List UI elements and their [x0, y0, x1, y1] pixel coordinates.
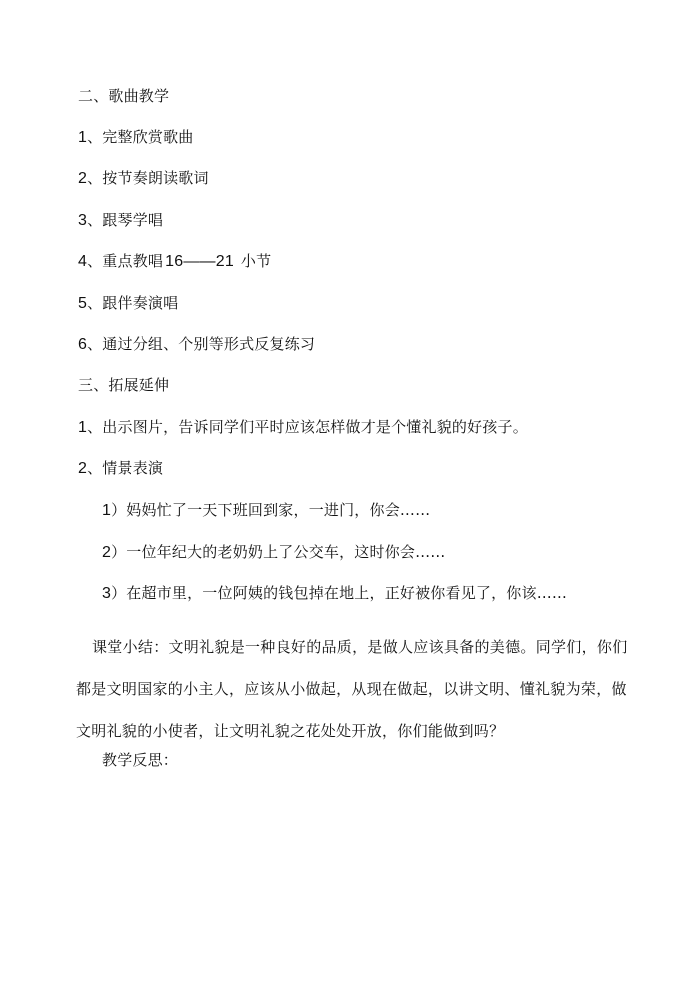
scenario-text: ）在超市里，一位阿姨的钱包掉在地上，正好被你看见了，你该……: [111, 584, 568, 602]
scenario-number: 3: [102, 585, 112, 602]
section-heading-text: 三、拓展延伸: [78, 376, 170, 394]
item-text: 、重点教唱: [87, 252, 164, 270]
scenario-text: ）妈妈忙了一天下班回到家，一进门，你会……: [111, 501, 431, 519]
item-suffix: 小节: [235, 252, 272, 270]
item-number: 3: [78, 212, 88, 229]
list-item: [78, 457, 163, 480]
scenario-item: [102, 499, 430, 522]
teaching-reflection: [102, 749, 178, 771]
item-text: 、完整欣赏歌曲: [87, 128, 194, 146]
list-item: [78, 250, 271, 273]
item-number: 1: [78, 129, 88, 146]
scenario-item: [102, 582, 567, 605]
item-number: 6: [78, 336, 88, 353]
item-text: 、跟伴奏演唱: [87, 294, 179, 312]
item-number: 1: [78, 419, 88, 436]
list-item: [78, 126, 194, 149]
section-heading-text: 二、歌曲教学: [78, 87, 170, 105]
lesson-summary: 课堂小结：文明礼貌是一种良好的品质，是做人应该具备的美德。同学们，你们都是文明国家的小主人，应该从小做起，从现在做起，以讲文明、懂礼貌为荣，做文明礼貌的小使者，让文明礼貌之花处处开放，你们能做到吗？: [76, 638, 628, 740]
bar-range: 16——21: [165, 253, 234, 270]
item-number: 2: [78, 460, 88, 477]
reflection-text: 教学反思：: [102, 751, 179, 769]
item-text: 、按节奏朗读歌词: [87, 169, 209, 187]
scenario-number: 1: [102, 502, 112, 519]
item-number: 5: [78, 295, 88, 312]
list-item: [78, 167, 209, 190]
item-number: 2: [78, 170, 88, 187]
item-number: 4: [78, 253, 88, 270]
list-item: [78, 333, 315, 356]
list-item: [78, 416, 528, 439]
section-heading-song-teaching: [78, 85, 169, 107]
item-text: 、情景表演: [87, 459, 164, 477]
scenario-text: ）一位年纪大的老奶奶上了公交车，这时你会……: [111, 543, 446, 561]
list-item: [78, 292, 178, 315]
scenario-item: [102, 541, 446, 564]
item-text: 、通过分组、个别等形式反复练习: [87, 335, 316, 353]
item-text: 、出示图片，告诉同学们平时应该怎样做才是个懂礼貌的好孩子。: [87, 418, 528, 436]
scenario-number: 2: [102, 544, 112, 561]
section-heading-extension: [78, 374, 169, 396]
item-text: 、跟琴学唱: [87, 211, 164, 229]
list-item: [78, 209, 163, 232]
